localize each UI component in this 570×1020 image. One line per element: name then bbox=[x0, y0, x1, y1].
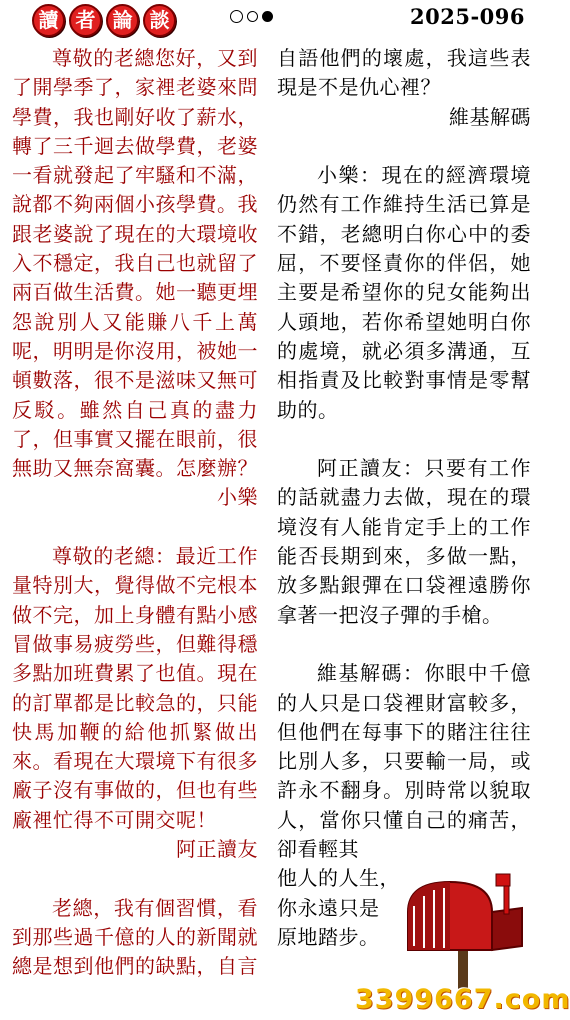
letter-2-signature: 阿正讀友 bbox=[176, 837, 258, 862]
reply-3-tail-line-1: 他人的人生， bbox=[277, 866, 400, 891]
letter-2-text: 尊敬的老總：最近工作量特別大，覺得做不完根本做不完，加上身體有點小感冒做事易疲勞些，但難得穩多點加班費累了也值。現在的訂單都是比較急的，只能快馬加鞭的給他抓緊做出來。看現在大環境下有很多廠子沒有事做的，但也有些廠裡忙得不可開交呢！ bbox=[12, 544, 258, 832]
site-watermark: 3399667.com bbox=[355, 984, 570, 1015]
header bbox=[0, 0, 545, 38]
title-char-1: 讀 bbox=[32, 4, 65, 37]
title-char-4: 談 bbox=[143, 4, 176, 37]
letter-3-signature: 維基解碼 bbox=[449, 104, 531, 129]
reply-3-tail-line-2: 你永遠只是 bbox=[277, 895, 380, 920]
decorative-dots bbox=[230, 10, 273, 23]
letter-1-signature: 小樂 bbox=[217, 485, 258, 510]
filled-circle-icon bbox=[262, 11, 273, 22]
hollow-circle-icon bbox=[247, 11, 258, 22]
letter-3-text: 老總，我有個習慣，看到那些過千億的人的新聞就總是想到他們的缺點，自言 bbox=[12, 895, 258, 979]
letters-column bbox=[12, 44, 258, 982]
reply-3-tail-line-3: 原地踏步。 bbox=[277, 924, 380, 949]
reply-3-text: 維基解碼：你眼中千億的人只是口袋裡財富較多，但他們在每事下的賭注往往比別人多，只要輸一局，或許永不翻身。別時常以貌取人，當你只懂自己的痛苦，卻看輕其 bbox=[277, 661, 531, 862]
column-title bbox=[32, 4, 176, 36]
letter-1-text: 尊敬的老總您好，又到了開學季了，家裡老婆來問學費，我也剛好收了薪水，轉了三千迴去做學費，老婆一看就發起了牢騷和不滿，說都不夠兩個小孩學費。我跟老婆說了現在的大環境收入不穩定，我自己也就留了兩百做生活費。她一聽更埋怨說別人又能賺八千上萬呢，明明是你沒用，被她一頓數落，很不是滋味又無可反駁。雖然自己真的盡力了，但事實又擺在眼前，很無助又無奈窩囊。怎麼辦？ bbox=[12, 46, 258, 481]
replies-column bbox=[277, 44, 531, 952]
letter-3-continued: 自語他們的壞處，我這些表現是不是仇心裡？ bbox=[277, 46, 531, 100]
reply-2-text: 阿正讀友：只要有工作的話就盡力去做，現在的環境沒有人能肯定手上的工作能否長期到來，多做一點，放多點銀彈在口袋裡遠勝你拿著一把沒子彈的手槍。 bbox=[277, 456, 531, 627]
issue-number: 2025-096 bbox=[410, 4, 525, 29]
title-char-3: 論 bbox=[106, 4, 139, 37]
mailbox-illustration bbox=[400, 872, 528, 990]
reply-1-text: 小樂：現在的經濟環境仍然有工作維持生活已算是不錯，老總明白你心中的委屈，不要怪責你的伴侶，她主要是希望你的兒女能夠出人頭地，若你希望她明白你的處境，就必須多溝通，互相指責及比較對事情是零幫助的。 bbox=[277, 163, 531, 422]
title-char-2: 者 bbox=[69, 4, 102, 37]
hollow-circle-icon bbox=[230, 10, 243, 23]
